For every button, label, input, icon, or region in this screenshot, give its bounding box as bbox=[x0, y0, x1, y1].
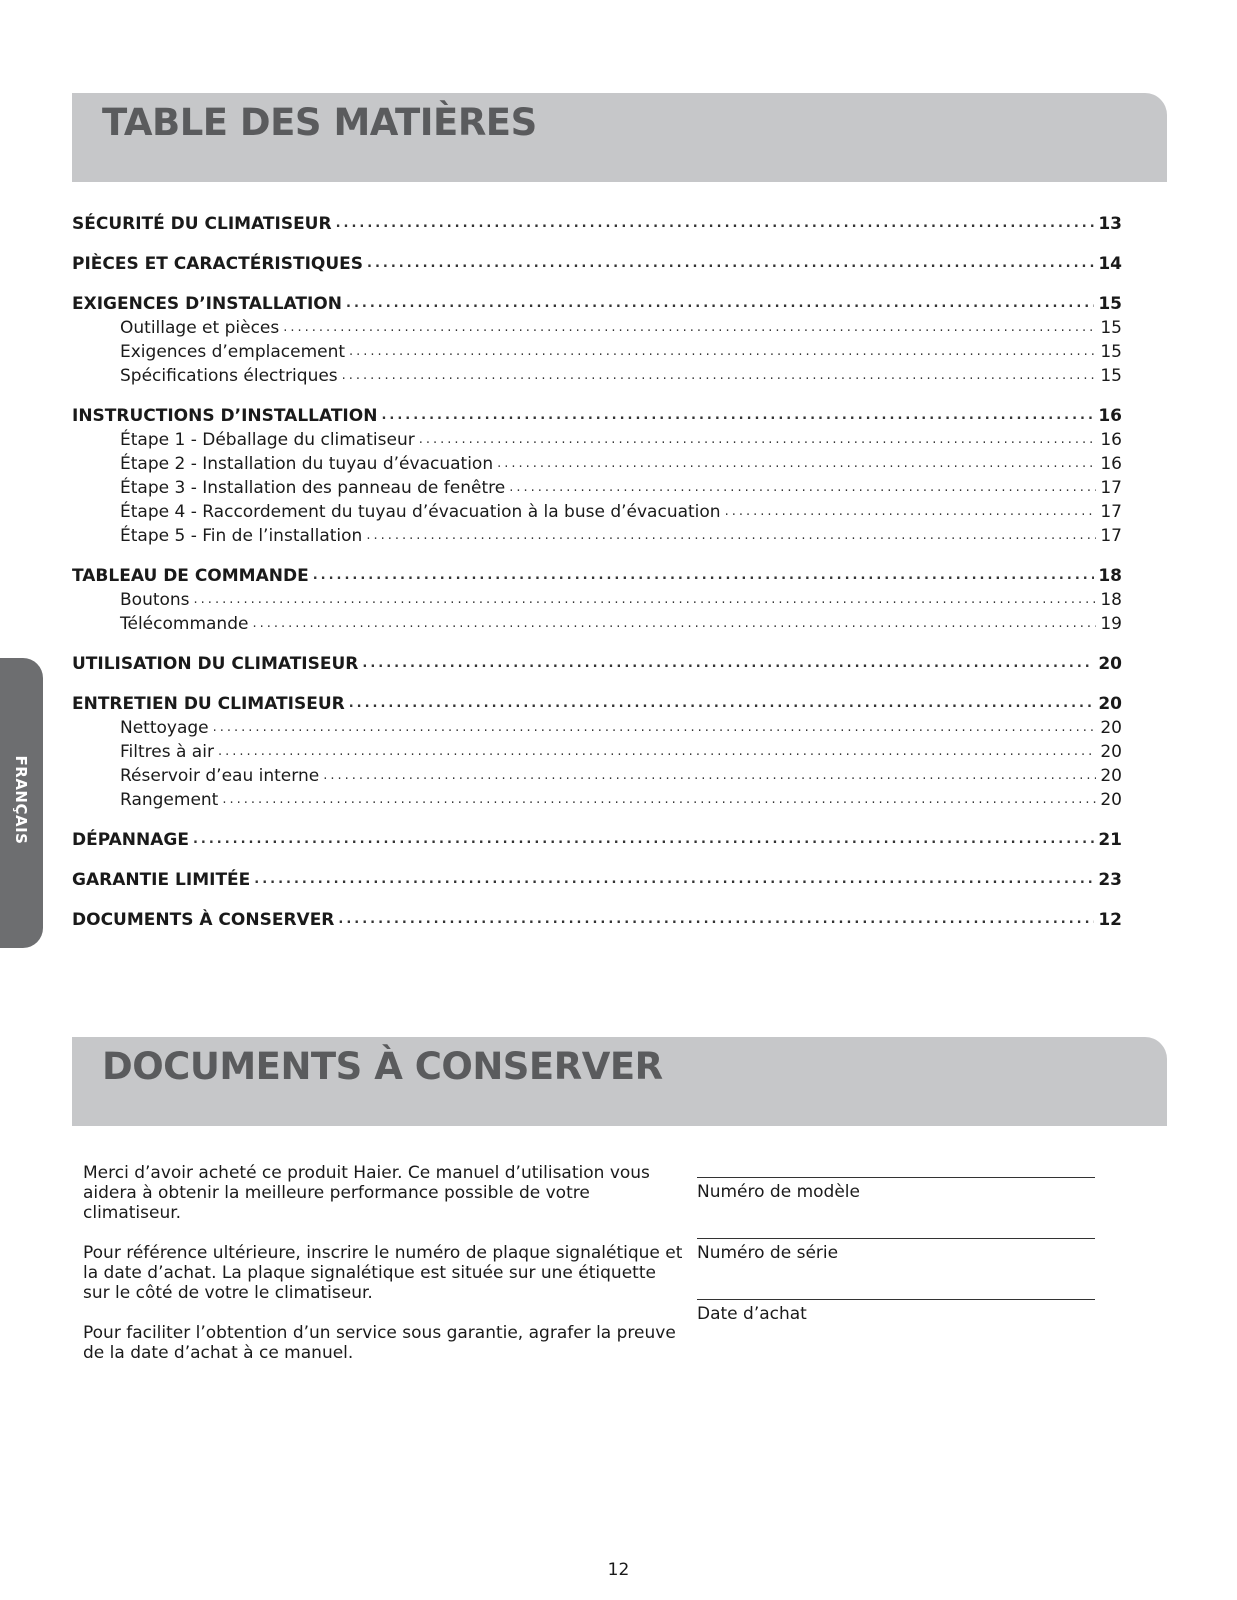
dot-leader bbox=[342, 364, 1096, 388]
toc-entry-page: 23 bbox=[1098, 870, 1122, 890]
toc-entry bbox=[72, 868, 1122, 892]
model-number-label: Numéro de modèle bbox=[697, 1182, 860, 1202]
toc-subentry-title: Exigences d’emplacement bbox=[120, 342, 346, 362]
toc-subentry-title: Filtres à air bbox=[120, 742, 214, 762]
toc-entry bbox=[72, 404, 1122, 428]
dot-leader bbox=[419, 428, 1096, 452]
toc-entry bbox=[72, 564, 1122, 588]
toc-subentry-page: 20 bbox=[1100, 718, 1122, 738]
dot-leader bbox=[362, 652, 1094, 676]
toc-subentry-title: Réservoir d’eau interne bbox=[120, 766, 320, 786]
toc-section bbox=[72, 292, 1122, 388]
toc-entry-page: 21 bbox=[1098, 830, 1122, 850]
toc-entry-title: GARANTIE LIMITÉE bbox=[72, 870, 251, 890]
toc-section bbox=[72, 908, 1122, 932]
toc-subentry-page: 15 bbox=[1100, 366, 1122, 386]
dot-leader bbox=[349, 692, 1095, 716]
dot-leader bbox=[252, 612, 1096, 636]
toc-subentry bbox=[72, 788, 1122, 812]
toc-subentry bbox=[72, 612, 1122, 636]
page-number: 12 bbox=[607, 1560, 630, 1580]
dot-leader bbox=[366, 524, 1096, 548]
dot-leader bbox=[323, 764, 1096, 788]
documents-text bbox=[83, 1163, 683, 1383]
toc-subentry bbox=[72, 716, 1122, 740]
toc-subentry-title: Étape 4 - Raccordement du tuyau d’évacuation à la buse d’évacuation bbox=[120, 502, 721, 522]
toc-section bbox=[72, 212, 1122, 236]
toc-section bbox=[72, 252, 1122, 276]
dot-leader bbox=[193, 828, 1094, 852]
toc-entry-title: PIÈCES ET CARACTÉRISTIQUES bbox=[72, 254, 364, 274]
toc-subentry-title: Outillage et pièces bbox=[120, 318, 280, 338]
model-number-line bbox=[697, 1177, 1095, 1178]
toc-entry-title: INSTRUCTIONS D’INSTALLATION bbox=[72, 406, 378, 426]
toc-entry-title: ENTRETIEN DU CLIMATISEUR bbox=[72, 694, 345, 714]
dot-leader bbox=[349, 340, 1096, 364]
toc-entry bbox=[72, 252, 1122, 276]
toc-entry-page: 20 bbox=[1098, 694, 1122, 714]
toc-subentry-page: 15 bbox=[1100, 318, 1122, 338]
serial-number-line bbox=[697, 1238, 1095, 1239]
toc-entry-title: TABLEAU DE COMMANDE bbox=[72, 566, 309, 586]
toc-header-bar bbox=[72, 93, 1167, 182]
toc-section bbox=[72, 868, 1122, 892]
toc-subentry-page: 20 bbox=[1100, 790, 1122, 810]
toc-entry-title: DOCUMENTS À CONSERVER bbox=[72, 910, 335, 930]
purchase-date-field bbox=[697, 1285, 1097, 1346]
toc-subentry-page: 19 bbox=[1100, 614, 1122, 634]
toc-subentry-page: 20 bbox=[1100, 742, 1122, 762]
toc-entry bbox=[72, 828, 1122, 852]
documents-paragraph-warranty: Pour faciliter l’obtention d’un service sous garantie, agrafer la preuve de la date d’achat à ce manuel. bbox=[83, 1323, 676, 1363]
dot-leader bbox=[381, 404, 1094, 428]
documents-heading: DOCUMENTS À CONSERVER bbox=[102, 1045, 663, 1088]
toc-section bbox=[72, 564, 1122, 636]
record-fields bbox=[697, 1163, 1097, 1346]
purchase-date-line bbox=[697, 1299, 1095, 1300]
dot-leader bbox=[194, 588, 1096, 612]
dot-leader bbox=[725, 500, 1096, 524]
documents-header-bar bbox=[72, 1037, 1167, 1126]
dot-leader bbox=[283, 316, 1096, 340]
toc-subentry-page: 15 bbox=[1100, 342, 1122, 362]
toc-subentry-page: 20 bbox=[1100, 766, 1122, 786]
language-tab-label: FRANÇAIS bbox=[12, 755, 30, 845]
toc-section bbox=[72, 404, 1122, 548]
toc-subentry bbox=[72, 428, 1122, 452]
toc-subentry-title: Rangement bbox=[120, 790, 219, 810]
dot-leader bbox=[254, 868, 1094, 892]
toc-subentry-title: Étape 5 - Fin de l’installation bbox=[120, 526, 363, 546]
toc-subentry-title: Étape 2 - Installation du tuyau d’évacuation bbox=[120, 454, 494, 474]
dot-leader bbox=[509, 476, 1096, 500]
toc-subentry bbox=[72, 500, 1122, 524]
toc-subentry-title: Étape 3 - Installation des panneau de fenêtre bbox=[120, 478, 506, 498]
serial-number-label: Numéro de série bbox=[697, 1243, 839, 1263]
dot-leader bbox=[497, 452, 1096, 476]
toc-entry bbox=[72, 692, 1122, 716]
dot-leader bbox=[338, 908, 1094, 932]
table-of-contents bbox=[72, 212, 1122, 948]
dot-leader bbox=[222, 788, 1096, 812]
toc-subentry bbox=[72, 588, 1122, 612]
toc-subentry bbox=[72, 316, 1122, 340]
toc-subentry-title: Nettoyage bbox=[120, 718, 209, 738]
toc-section bbox=[72, 652, 1122, 676]
toc-subentry-page: 17 bbox=[1100, 478, 1122, 498]
toc-entry-page: 12 bbox=[1098, 910, 1122, 930]
toc-subentry bbox=[72, 364, 1122, 388]
toc-section bbox=[72, 692, 1122, 812]
toc-entry bbox=[72, 212, 1122, 236]
serial-number-field bbox=[697, 1224, 1097, 1285]
toc-entry-page: 18 bbox=[1098, 566, 1122, 586]
toc-subentry-title: Boutons bbox=[120, 590, 190, 610]
toc-subentry bbox=[72, 340, 1122, 364]
dot-leader bbox=[213, 716, 1096, 740]
toc-entry-page: 20 bbox=[1098, 654, 1122, 674]
toc-subentry-page: 18 bbox=[1100, 590, 1122, 610]
toc-entry-title: SÉCURITÉ DU CLIMATISEUR bbox=[72, 214, 332, 234]
toc-entry bbox=[72, 292, 1122, 316]
toc-subentry bbox=[72, 740, 1122, 764]
toc-entry-title: DÉPANNAGE bbox=[72, 830, 189, 850]
purchase-date-label: Date d’achat bbox=[697, 1304, 807, 1324]
documents-paragraph-reference: Pour référence ultérieure, inscrire le numéro de plaque signalétique et la date d’achat. La plaque signalétique est située sur une étiquette sur le côté de votre le climatiseur. bbox=[83, 1243, 683, 1303]
dot-leader bbox=[336, 212, 1095, 236]
toc-subentry-page: 16 bbox=[1100, 454, 1122, 474]
toc-entry-title: UTILISATION DU CLIMATISEUR bbox=[72, 654, 359, 674]
toc-subentry-title: Étape 1 - Déballage du climatiseur bbox=[120, 430, 415, 450]
toc-subentry-title: Télécommande bbox=[120, 614, 249, 634]
toc-subentry bbox=[72, 524, 1122, 548]
dot-leader bbox=[367, 252, 1094, 276]
toc-entry bbox=[72, 908, 1122, 932]
toc-subentry-page: 16 bbox=[1100, 430, 1122, 450]
toc-entry-title: EXIGENCES D’INSTALLATION bbox=[72, 294, 342, 314]
documents-paragraph-thanks: Merci d’avoir acheté ce produit Haier. Ce manuel d’utilisation vous aidera à obtenir la meilleure performance possible de votre climatiseur. bbox=[83, 1163, 650, 1223]
dot-leader bbox=[346, 292, 1094, 316]
toc-subentry bbox=[72, 452, 1122, 476]
toc-subentry-page: 17 bbox=[1100, 502, 1122, 522]
toc-subentry bbox=[72, 476, 1122, 500]
dot-leader bbox=[313, 564, 1095, 588]
language-side-tab bbox=[0, 658, 43, 948]
toc-entry-page: 13 bbox=[1098, 214, 1122, 234]
toc-heading: TABLE DES MATIÈRES bbox=[102, 101, 537, 144]
toc-subentry bbox=[72, 764, 1122, 788]
toc-entry bbox=[72, 652, 1122, 676]
toc-subentry-page: 17 bbox=[1100, 526, 1122, 546]
toc-subentry-title: Spécifications électriques bbox=[120, 366, 338, 386]
toc-entry-page: 16 bbox=[1098, 406, 1122, 426]
toc-entry-page: 14 bbox=[1098, 254, 1122, 274]
model-number-field bbox=[697, 1163, 1097, 1224]
toc-section bbox=[72, 828, 1122, 852]
dot-leader bbox=[218, 740, 1096, 764]
toc-entry-page: 15 bbox=[1098, 294, 1122, 314]
